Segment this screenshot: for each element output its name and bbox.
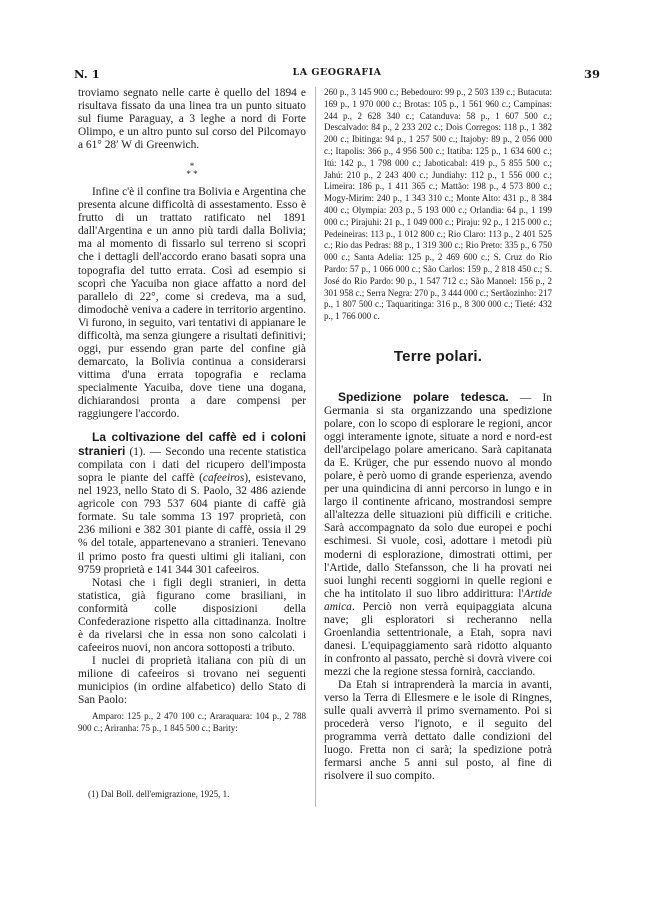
paragraph-etah-march: Da Etah si intraprenderà la marcia in avanti, verso la Terra di Ellesmere e le isole di Ringnes, sulle quali avverrà il primo svernamento. Poi si procederà verso l'ignoto, e il seguito del programma verrà dettato dalle condizioni del luogo. Fretta non ci sarà; la spedizione potrà fermarsi anche 5 anni sul posto, al fine di risolvere il suo compito. [324,678,552,783]
municipios-list-continued: 260 p., 3 145 900 c.; Bebedouro: 99 p., 2 503 139 c.; Butacuta: 169 p., 1 970 000 c.; Brotas: 105 p., 1 561 960 c.; Campinas: 244 p., 2 628 340 c.; Catanduva: 58 p., 1 607 500 c.; Descalvado: 84 p., 2 233 202 c.; Dois Corregos: 118 p., 1 382 200 c.; Ibitinga: 94 p., 1 257 500 c.; Itajoby: 89 p., 2 056 000 c.; Itapolis: 366 p., 4 956 500 c.; Itatiba: 125 p., 1 634 600 c.; Itú: 142 p., 1 798 000 c.; Jaboticabal: 419 p., 5 855 500 c.; Jahú: 210 p., 2 243 400 c.; Jundiahy: 112 p., 1 556 000 c.; Limeira: 186 p., 1 411 365 c.; Mattão: 198 p., 4 573 800 c.; Mogy-Mirim: 240 p., 1 343 310 c.; Monte Alto: 431 p., 8 384 400 c.; Olympia: 203 p., 5 193 000 c.; Orlandia: 64 p., 1 199 000 c.; Pirajuhi: 21 p., 1 049 000 c.; Piraju: 92 p., 1 215 000 c.; Pedeineiras: 113 p., 1 012 800 c.; Rio Claro: 113 p., 2 401 525 c.; Rio das Pedras: 88 p., 1 319 300 c.; Rio Preto: 335 p., 6 750 000 c.; Santa Adelia: 125 p., 2 469 600 c.; S. Cruz do Rio Pardo: 57 p., 1 066 000 c.; São Carlos: 159 p., 2 818 450 c.; S. José do Rio Pardo: 90 p., 1 547 712 c.; São Manoel: 156 p., 2 301 958 c.; Serra Negra: 270 p., 3 444 000 c.; Sertãozinho: 217 p., 1 807 500 c.; Taquaritinga: 316 p., 8 300 000 c.; Tieté: 432 p., 1 766 000 c. [324,87,552,322]
paragraph-coffee-intro: La coltivazione del caffè ed i coloni stranieri (1). — Secondo una recente statistica compilata con i dati del ricupero dell'imposta sopra le piante del caffè (cafeeiros), esistevano, nel 1923, nello Stato di S. Paolo, 32 486 aziende agricole con 793 537 604 piante di caffè già formate. Su tale somma 13 197 proprietà, con 236 milioni e 382 301 piante di caffè, ossia il 29 % del totale, appartenevano a stranieri. Tenevano il primo posto fra questi ultimi gli italiani, con 9759 proprietà e 141 344 301 cafeeiros. [78,430,306,576]
column-divider [315,87,316,807]
section-title-expedition: Spedizione polare tedesca. [338,389,509,404]
separator-star-top: * [189,161,195,172]
paragraph-german-expedition: Spedizione polare tedesca. — In Germania si sta organizzando una spedizione polare, con lo scopo di esplorare le regioni, ancor oggi interamente ignote, situate a nord e nord-est dell'arcipelago polare americano. Sarà capitanata da E. Krüger, che pur essendo nuovo al mondo polare, è però uomo di grande esperienza, avendo per una quindicina di anni percorso in lungo e in largo il continente africano, mostrandosi sempre all'altezza delle situazioni più difficili e critiche. Sarà accompagnato da solo due europei e pochi eschimesi. Si vuole, così, adottare i metodi più moderni di esplorazione, dimostrati ottimi, per l'Artide, dallo Stefansson, che li ha provati nei suoi lunghi recenti soggiorni in quelle regioni e che ha intitolato il suo libro addirittura: l'Artide amica. Perciò non verrà equipaggiata alcuna nave; gli esploratori si recheranno nella Groenlandia settentrionale, a Etah, sopra navi danesi. L'equipaggiamento sarà ridotto alquanto in confronto al passato, perchè si dovrà vivere coi mezzi che la regione stessa fornirà, cacciando. [324,389,552,678]
left-column [78,87,306,735]
paragraph-bolivia-argentina: Infine c'è il confine tra Bolivia e Argentina che presenta alcune difficoltà di assestamento. Esso è frutto di un trattato ratificato nel 1891 dall'Argentina e un anno più tardi dalla Bolivia; ma al momento di fissarlo sul terreno si scoprì che i dettagli dell'accordo erano basati sopra una topografia del tutto errata. Così ad esempio si scoprì che Yacuiba non giace affatto a nord del parallelo di 22°, come si credeva, ma a sud, dimodochè veniva a cadere in territorio argentino. Vi furono, in seguito, vari tentativi di appianare le difficoltà, ma senza giungere a risultati definitivi; oggi, pur essendo gran parte del confine già demarcato, la Bolivia continua a considerarsi vittima d'una errata topografia e reclama specialmente Yacuiba, dove tiene una dogana, dichiarandosi pronta a dare compensi per raggiungere l'accordo. [78,186,306,421]
paragraph-coffee-children: Notasi che i figli degli stranieri, in detta statistica, già figurano come brasiliani, in conformità colle disposizioni della Confederazione rispetto alla cittadinanza. Inoltre è da rivelarsi che in essa non sono calcolati i cafeeiros nuovi, non ancora sottoposti a tributo. [78,576,306,654]
section-title-coffee: La coltivazione del caffè ed i coloni stranieri [78,430,306,459]
paragraph-coffee-municipios: I nuclei di proprietà italiana con più di un milione di cafeeiros si trovano nei seguenti municipios (in ordine alfabetico) dello Stato di San Paolo: [78,654,306,707]
section-separator [78,162,306,178]
right-column [324,87,552,783]
municipios-list-start: Amparo: 125 p., 2 470 100 c.; Araraquara: 104 p., 2 788 900 c.; Ariranha: 75 p., 1 845 500 c.; Barity: [78,711,306,733]
paragraph-paraguay-border: troviamo segnato nelle carte è quello del 1894 e risultava fissato da una linea tra un punto situato sul fiume Paraguay, a 3 leghe a nord di Forte Olimpo, e un altro punto sul corso del Pilcomayo a 61° 28′ W di Greenwich. [78,87,306,152]
separator-stars-bottom: * * [186,169,198,180]
footnote-ref: (1). [129,446,146,459]
footnote: (1) Dal Boll. dell'emigrazione, 1925, 1. [88,789,230,799]
issue-number: N. 1 [74,67,100,81]
page-header [74,67,600,83]
running-title: LA GEOGRAFIA [292,67,382,78]
page-number: 39 [583,67,600,81]
heading-terre-polari: Terre polari. [393,347,483,365]
